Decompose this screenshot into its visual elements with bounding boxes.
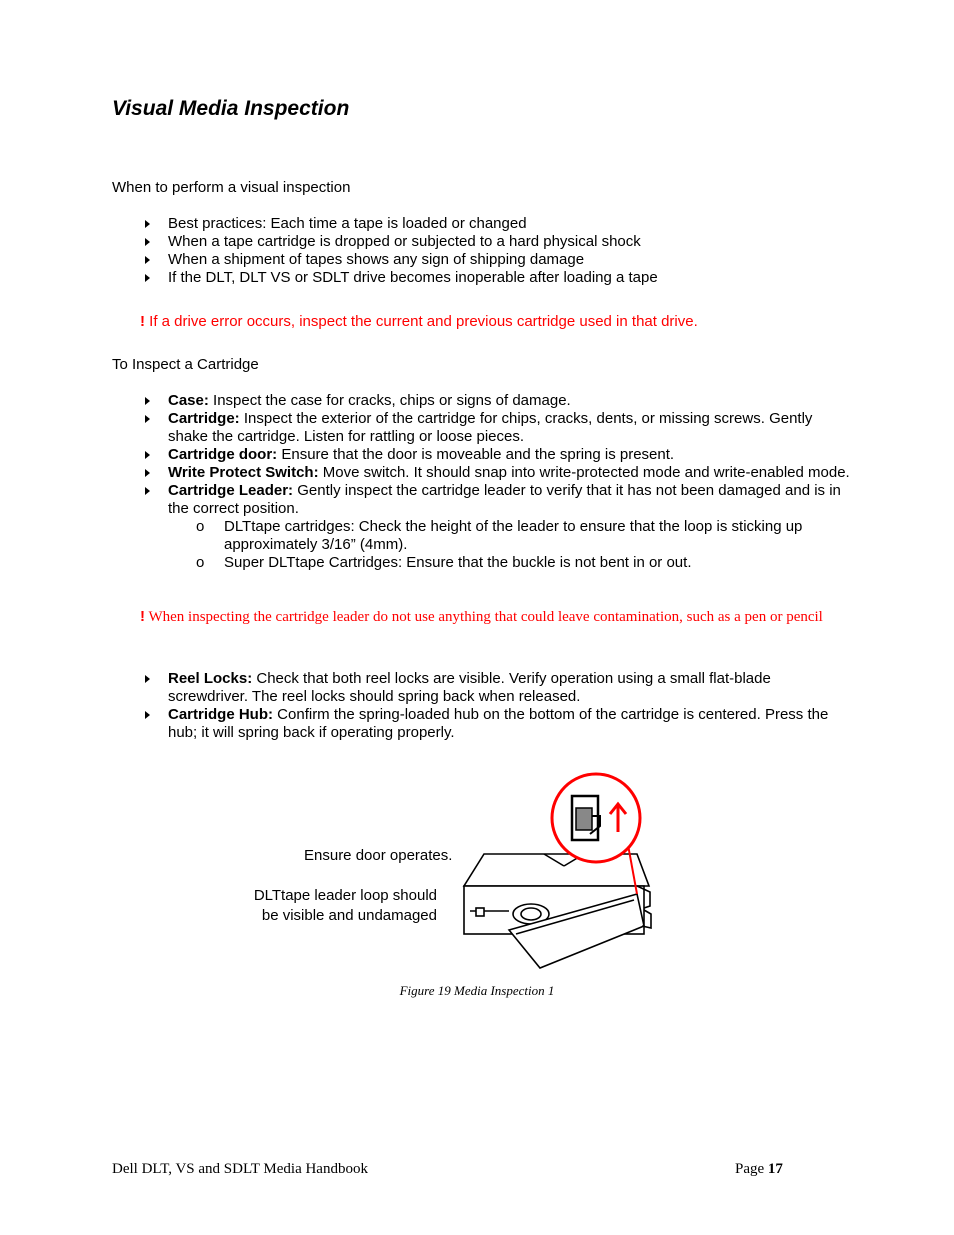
list-item: Cartridge: Inspect the exterior of the cartridge for chips, cracks, dents, or missing screws. Gently shake the cartridge. Listen for rattling or loose pieces. [140, 410, 850, 446]
warning-text: When inspecting the cartridge leader do not use anything that could leave contamination, such as a pen or pencil [148, 609, 823, 625]
loop-label-line1: DLTtape leader loop should [254, 887, 437, 904]
list-item: If the DLT, DLT VS or SDLT drive becomes inoperable after loading a tape [140, 269, 850, 287]
list-item: Write Protect Switch: Move switch. It should snap into write-protected mode and write-enabled mode. [140, 464, 850, 482]
list-item: Reel Locks: Check that both reel locks are visible. Verify operation using a small flat-blade screwdriver. The reel locks should spring back when released. [140, 670, 850, 706]
bullet-arrow-icon [145, 711, 150, 719]
cartridge-drawing [464, 854, 651, 968]
list-item: Cartridge door: Ensure that the door is moveable and the spring is present. [140, 446, 850, 464]
warning-mark: ! [140, 313, 145, 330]
bullet-arrow-icon [145, 238, 150, 246]
page-title: Visual Media Inspection [112, 97, 350, 120]
bullet-arrow-icon [145, 487, 150, 495]
circle-bullet: o [196, 554, 205, 571]
sub-list-item: o Super DLTtape Cartridges: Ensure that the buckle is not bent in or out. [196, 554, 692, 571]
bullet-arrow-icon [145, 451, 150, 459]
bullet-arrow-icon [145, 256, 150, 264]
bullet-arrow-icon [145, 675, 150, 683]
more-list [140, 670, 850, 742]
list-item: When a tape cartridge is dropped or subjected to a hard physical shock [140, 233, 850, 251]
warning-mark: ! [140, 608, 145, 625]
drive-error-warning [140, 313, 698, 331]
bullet-arrow-icon [145, 274, 150, 282]
when-heading: When to perform a visual inspection [112, 179, 351, 196]
list-item: Best practices: Each time a tape is loaded or changed [140, 215, 850, 233]
cartridge-illustration [254, 768, 696, 976]
list-item: When a shipment of tapes shows any sign of shipping damage [140, 251, 850, 269]
bullet-arrow-icon [145, 415, 150, 423]
door-label: Ensure door operates. [304, 847, 453, 864]
sub-list-item: o DLTtape cartridges: Check the height of the leader to ensure that the loop is sticking up approximately 3/16” (4mm). [196, 518, 803, 553]
contamination-warning [140, 605, 830, 629]
when-list [140, 215, 850, 287]
bullet-arrow-icon [145, 469, 150, 477]
loop-label-line2: be visible and undamaged [261, 907, 437, 924]
inspect-heading: To Inspect a Cartridge [112, 356, 259, 373]
media-inspection-figure [254, 768, 696, 976]
bullet-arrow-icon [145, 220, 150, 228]
list-item: Cartridge Leader: Gently inspect the cartridge leader to verify that it has not been damaged and is in the correct position. o DLTtape cartridges: Check the height of the leader to ensure that the loop is sticking up approximately 3/16” (4mm). o Super DLTtape Cartridges: Ensure that the buckle is not bent in or out. [140, 482, 850, 572]
figure-caption: Figure 19 Media Inspection 1 [399, 983, 555, 998]
warning-text: If a drive error occurs, inspect the current and previous cartridge used in that drive. [149, 313, 698, 330]
inspect-list [140, 392, 850, 572]
circle-bullet: o [196, 518, 205, 535]
list-item: Case: Inspect the case for cracks, chips or signs of damage. [140, 392, 850, 410]
bullet-arrow-icon [145, 397, 150, 405]
leader-sublist [196, 518, 828, 572]
footer-title: Dell DLT, VS and SDLT Media Handbook [112, 1161, 368, 1177]
page-number: Page 17 [735, 1161, 783, 1177]
list-item: Cartridge Hub: Confirm the spring-loaded hub on the bottom of the cartridge is centered. Press the hub; it will spring back if operating properly. [140, 706, 850, 742]
